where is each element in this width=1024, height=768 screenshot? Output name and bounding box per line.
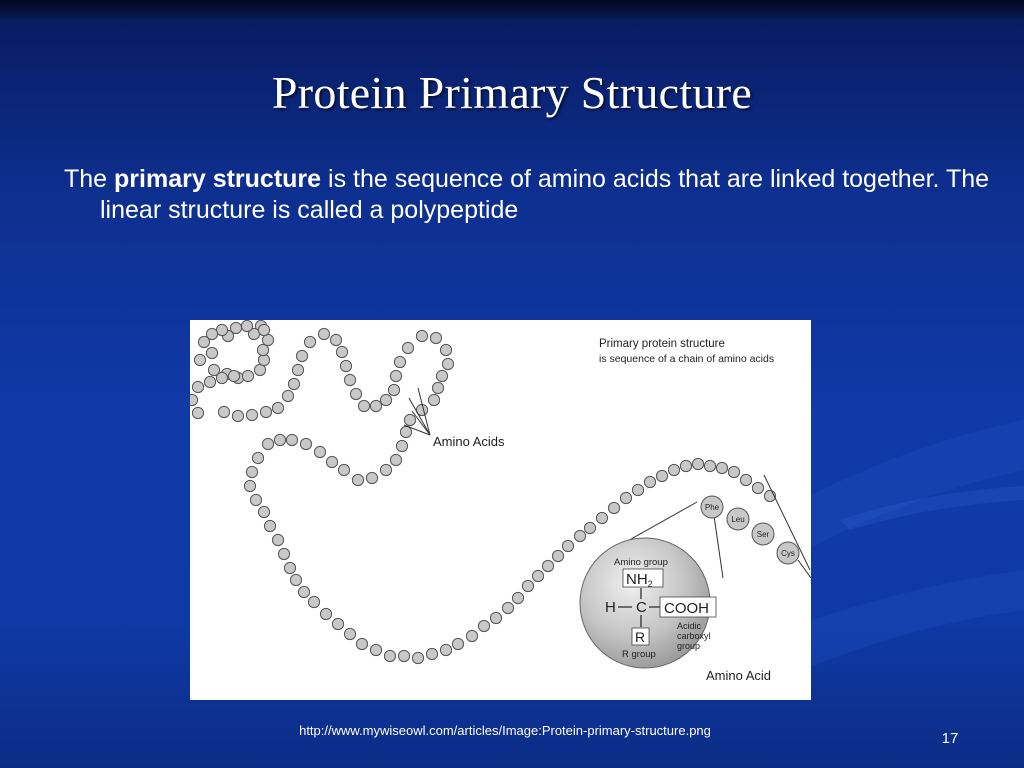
amino-acid-bead bbox=[262, 438, 273, 449]
amino-acid-bead bbox=[440, 344, 451, 355]
amino-acid-bead bbox=[304, 336, 315, 347]
amino-acid-bead bbox=[728, 466, 739, 477]
amino-acid-bead bbox=[284, 562, 295, 573]
acidic-line-2: carboxyl bbox=[677, 631, 711, 641]
protein-figure bbox=[190, 320, 811, 700]
amino-acid-bead bbox=[390, 370, 401, 381]
acidic-line-3: group bbox=[677, 641, 701, 651]
amino-acid-bead bbox=[380, 464, 391, 475]
amino-acid-bead bbox=[308, 596, 319, 607]
amino-acid-bead bbox=[432, 382, 443, 393]
amino-acid-bead bbox=[752, 482, 763, 493]
svg-text:Ser: Ser bbox=[756, 530, 770, 539]
amino-acid-bead bbox=[192, 381, 203, 392]
cooh-text: COOH bbox=[664, 600, 709, 617]
amino-acid-bead bbox=[562, 540, 573, 551]
amino-acid-bead bbox=[436, 370, 447, 381]
amino-acid-bead bbox=[246, 466, 257, 477]
amino-acid-bead bbox=[704, 460, 715, 471]
amino-acid-bead bbox=[258, 354, 269, 365]
slide-title: Protein Primary Structure bbox=[271, 67, 753, 118]
amino-acid-bead bbox=[218, 406, 229, 417]
amino-acid-bead bbox=[596, 512, 607, 523]
amino-acid-bead bbox=[512, 592, 523, 603]
amino-acid-bead bbox=[644, 476, 655, 487]
amino-acid-bead bbox=[330, 334, 341, 345]
amino-acid-bead bbox=[668, 464, 679, 475]
amino-acid-bead bbox=[490, 612, 501, 623]
amino-acid-bead bbox=[257, 344, 268, 355]
r-group-label: R group bbox=[622, 649, 656, 660]
amino-acid-bead bbox=[278, 548, 289, 559]
amino-acid-bead bbox=[352, 474, 363, 485]
top-band bbox=[0, 0, 1024, 20]
amino-acid-bead bbox=[318, 328, 329, 339]
amino-acid-bead bbox=[244, 480, 255, 491]
amino-acid-bead bbox=[502, 602, 513, 613]
hydrogen-atom: H bbox=[605, 599, 616, 616]
amino-acid-bead bbox=[258, 506, 269, 517]
amino-acid-bead bbox=[298, 586, 309, 597]
amino-acid-bead bbox=[390, 454, 401, 465]
amino-acid-bead bbox=[416, 330, 427, 341]
amino-acid-bead bbox=[344, 374, 355, 385]
amino-acid-bead bbox=[228, 370, 239, 381]
amino-acid-bead bbox=[250, 494, 261, 505]
amino-acid-bead bbox=[282, 390, 293, 401]
amino-acid-bead bbox=[296, 350, 307, 361]
amino-acid-bead bbox=[260, 406, 271, 417]
amino-acid-bead bbox=[344, 628, 355, 639]
amino-acid-bead bbox=[370, 400, 381, 411]
nh2-text: $NH_2$ bbox=[626, 571, 653, 589]
amino-acid-bead bbox=[632, 484, 643, 495]
amino-acid-bead bbox=[412, 652, 423, 663]
amino-acid-bead bbox=[358, 400, 369, 411]
amino-acid-bead bbox=[242, 370, 253, 381]
amino-acid-bead bbox=[426, 648, 437, 659]
amino-acid-bead bbox=[428, 394, 439, 405]
amino-acid-bead bbox=[716, 462, 727, 473]
amino-acid-bead bbox=[574, 530, 585, 541]
carbon-atom: C bbox=[636, 599, 647, 616]
r-atom: R bbox=[635, 629, 646, 645]
amino-acid-bead bbox=[522, 580, 533, 591]
amino-acid-bead bbox=[388, 384, 399, 395]
residue-cys bbox=[777, 542, 799, 564]
amino-acid-bead bbox=[404, 414, 415, 425]
amino-acid-bead bbox=[356, 638, 367, 649]
amino-acid-bead bbox=[452, 638, 463, 649]
amino-acid-bead bbox=[332, 618, 343, 629]
amino-acid-bead bbox=[656, 470, 667, 481]
amino-acid-bead bbox=[292, 364, 303, 375]
amino-acid-bead bbox=[680, 460, 691, 471]
amino-acid-bead bbox=[194, 354, 205, 365]
amino-acid-bead bbox=[430, 332, 441, 343]
acidic-line-1: Acidic bbox=[677, 621, 702, 631]
amino-acid-bead bbox=[314, 446, 325, 457]
svg-text:Cys: Cys bbox=[781, 549, 795, 558]
amino-acid-bead bbox=[264, 520, 275, 531]
source-url: http://www.mywiseowl.com/articles/Image:Protein-primary-structure.png bbox=[299, 723, 711, 738]
amino-acid-bead bbox=[608, 502, 619, 513]
amino-acid-bead bbox=[340, 360, 351, 371]
amino-acid-bead bbox=[274, 434, 285, 445]
amino-acid-bead bbox=[542, 560, 553, 571]
amino-acid-bead bbox=[300, 438, 311, 449]
amino-acid-bead bbox=[366, 472, 377, 483]
amino-acid-bead bbox=[384, 650, 395, 661]
caption-line-1: Primary protein structure bbox=[599, 338, 725, 350]
body-bold-term: primary structure bbox=[114, 165, 322, 193]
residue-phe bbox=[701, 496, 723, 518]
amino-acid-bead bbox=[466, 630, 477, 641]
amino-acid-bead bbox=[336, 346, 347, 357]
amino-acid-bead bbox=[286, 434, 297, 445]
residue-leu bbox=[727, 508, 749, 530]
amino-acid-label: Amino Acid bbox=[706, 668, 772, 683]
amino-acid-bead bbox=[532, 570, 543, 581]
body-paragraph bbox=[64, 164, 1000, 226]
amino-acid-bead bbox=[338, 464, 349, 475]
body-prefix: The bbox=[64, 165, 115, 193]
amino-acid-bead bbox=[552, 550, 563, 561]
amino-acid-bead bbox=[272, 402, 283, 413]
amino-acid-bead bbox=[402, 342, 413, 353]
amino-acid-bead bbox=[198, 336, 209, 347]
amino-acid-bead bbox=[204, 376, 215, 387]
amino-acid-bead bbox=[192, 407, 203, 418]
amino-acid-bead bbox=[380, 394, 391, 405]
amino-acid-bead bbox=[272, 534, 283, 545]
amino-acid-bead bbox=[740, 474, 751, 485]
amino-acid-bead bbox=[288, 378, 299, 389]
amino-acid-bead bbox=[620, 492, 631, 503]
amino-group-label: Amino group bbox=[614, 557, 668, 568]
amino-acid-bead bbox=[350, 388, 361, 399]
amino-acid-bead bbox=[246, 409, 257, 420]
amino-acid-bead bbox=[320, 608, 331, 619]
amino-acid-bead bbox=[440, 644, 451, 655]
amino-acid-bead bbox=[398, 650, 409, 661]
amino-acid-bead bbox=[190, 394, 198, 405]
amino-acid-bead bbox=[478, 620, 489, 631]
svg-text:Phe: Phe bbox=[704, 503, 720, 512]
amino-acid-bead bbox=[370, 644, 381, 655]
amino-acid-bead bbox=[206, 347, 217, 358]
caption-line-2: is sequence of a chain of amino acids bbox=[599, 353, 775, 365]
body-suffix: is the sequence of amino acids that are linked together. The linear structure is called a polypeptide bbox=[100, 165, 990, 224]
residue-ser bbox=[752, 523, 774, 545]
amino-acid-bead bbox=[290, 574, 301, 585]
amino-acid-bead bbox=[584, 522, 595, 533]
protein-diagram bbox=[190, 320, 811, 700]
amino-acid-bead bbox=[258, 324, 269, 335]
amino-acids-label: Amino Acids bbox=[433, 434, 505, 449]
amino-acid-bead bbox=[252, 452, 263, 463]
amino-acid-bead bbox=[400, 426, 411, 437]
amino-acid-bead bbox=[692, 458, 703, 469]
amino-acid-bead bbox=[216, 372, 227, 383]
amino-acid-bead bbox=[394, 356, 405, 367]
svg-text:Leu: Leu bbox=[731, 515, 745, 524]
amino-acid-bead bbox=[326, 456, 337, 467]
amino-acid-bead bbox=[442, 358, 453, 369]
amino-acid-bead bbox=[241, 320, 252, 331]
amino-acid-bead bbox=[396, 440, 407, 451]
amino-acid-bead bbox=[232, 410, 243, 421]
page-number: 17 bbox=[941, 730, 959, 747]
